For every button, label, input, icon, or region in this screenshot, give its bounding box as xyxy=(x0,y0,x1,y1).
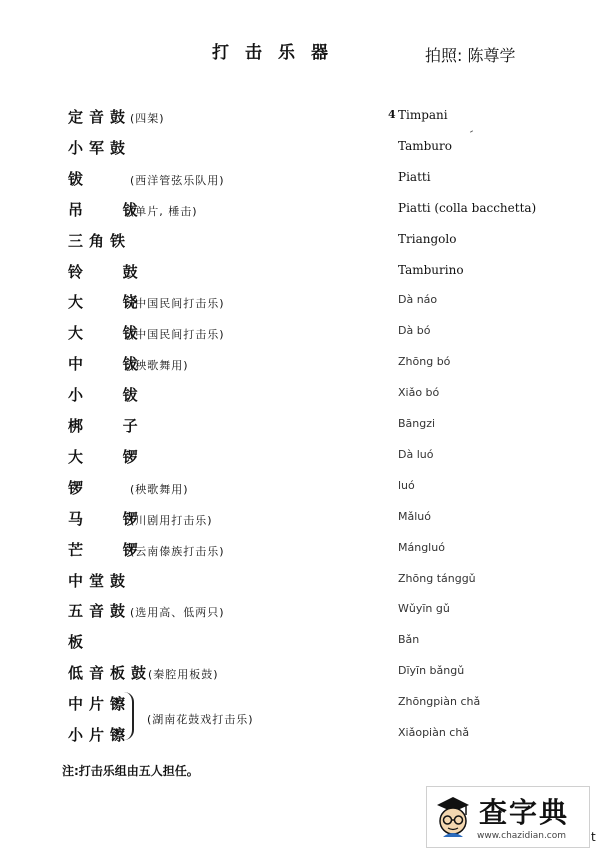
instrument-chinese-name: 大 锣 xyxy=(68,447,144,466)
instrument-romanized-name: Bāngzi xyxy=(398,417,436,430)
instrument-note: (秧歌舞用) xyxy=(130,482,189,496)
instrument-romanized-name: Mángluó xyxy=(398,540,445,554)
instrument-note: (中国民间打击乐) xyxy=(130,328,225,342)
instrument-chinese-name: 小片镲 xyxy=(68,726,132,744)
instrument-note: (秧歌舞用) xyxy=(130,359,189,373)
instrument-row xyxy=(0,693,601,719)
instrument-romanized-name: Zhōng tánggǔ xyxy=(398,571,476,585)
instrument-chinese-name: 梆 子 xyxy=(68,417,144,435)
instrument-romanized-name: Dīyīn bǎngǔ xyxy=(398,664,465,678)
instrument-row xyxy=(0,446,601,472)
watermark-logo xyxy=(426,786,590,848)
instrument-romanized-name: Triangolo xyxy=(398,231,457,246)
instrument-row xyxy=(0,199,601,225)
instrument-note: (中国民间打击乐) xyxy=(130,297,225,311)
instrument-chinese-name: 中堂鼓 xyxy=(68,571,132,590)
instrument-row xyxy=(0,600,601,626)
curly-bracket xyxy=(122,692,134,740)
instrument-chinese-name: 中片镲 xyxy=(68,695,132,714)
mascot-face-icon xyxy=(433,793,473,839)
instrument-romanized-name: Dà luó xyxy=(398,447,434,461)
instrument-romanized-name: Tamburo xyxy=(398,138,452,153)
instrument-row xyxy=(0,261,601,287)
instrument-chinese-name: 大 铙 xyxy=(68,293,144,312)
instrument-count: 4 xyxy=(388,108,396,121)
instrument-row xyxy=(0,168,601,194)
instrument-row xyxy=(0,631,601,657)
instrument-chinese-name: 板 xyxy=(68,633,90,652)
instrument-chinese-name: 定音鼓 xyxy=(68,108,132,126)
instrument-chinese-name: 大 钹 xyxy=(68,324,144,343)
instrument-note: (西洋管弦乐队用) xyxy=(130,173,225,187)
instrument-romanized-name: Dà náo xyxy=(398,293,438,307)
instrument-row xyxy=(0,106,601,132)
instrument-romanized-name: Xiǎo bó xyxy=(398,386,440,400)
instrument-row xyxy=(0,384,601,410)
instrument-row xyxy=(0,539,601,565)
instrument-chinese-name: 低音板鼓 xyxy=(68,664,153,683)
instrument-row xyxy=(0,477,601,503)
instrument-row xyxy=(0,508,601,534)
instrument-row xyxy=(0,322,601,348)
instrument-row xyxy=(0,230,601,256)
instrument-romanized-name: Dà bó xyxy=(398,324,431,338)
instrument-chinese-name: 小 钹 xyxy=(68,386,144,405)
instrument-chinese-name: 小军鼓 xyxy=(68,138,132,157)
instrument-row xyxy=(0,137,601,163)
instrument-romanized-name: Xiǎopiàn chǎ xyxy=(398,726,470,739)
instrument-note: (秦腔用板鼓) xyxy=(148,668,219,682)
instrument-chinese-name: 三角铁 xyxy=(68,231,132,250)
instrument-row xyxy=(0,662,601,688)
instrument-note: (川剧用打击乐) xyxy=(130,513,213,527)
instrument-row xyxy=(0,570,601,596)
instrument-romanized-name: luó xyxy=(398,478,415,492)
instrument-chinese-name: 马 锣 xyxy=(68,509,144,528)
instrument-romanized-name: Zhōngpiàn chǎ xyxy=(398,695,481,709)
instrument-chinese-name: 铃 鼓 xyxy=(68,262,144,281)
bracket-note: (湖南花鼓戏打击乐) xyxy=(147,713,254,726)
instrument-romanized-name: Piatti (colla bacchetta) xyxy=(398,200,537,215)
page-title: 打击乐器 xyxy=(212,43,344,63)
instrument-romanized-name: Mǎluó xyxy=(398,509,431,523)
instrument-note: (四架) xyxy=(130,112,165,125)
instrument-romanized-name: Piatti xyxy=(398,169,431,184)
instrument-row xyxy=(0,291,601,317)
instrument-row xyxy=(0,415,601,441)
instrument-note: (选用高、低两只) xyxy=(130,606,225,620)
instrument-chinese-name: 吊 钹 xyxy=(68,200,144,219)
instrument-chinese-name: 五音鼓 xyxy=(68,602,132,621)
instrument-chinese-name: 中 钹 xyxy=(68,355,144,374)
instrument-row xyxy=(0,724,601,750)
instrument-chinese-name: 钹 xyxy=(68,169,90,188)
instrument-romanized-name: Tamburino xyxy=(398,262,464,277)
watermark-url: www.chazidian.com xyxy=(477,831,567,841)
instrument-romanized-name: Bǎn xyxy=(398,633,420,647)
edge-character: t xyxy=(591,830,596,844)
footnote: 注:打击乐组由五人担任。 xyxy=(62,764,199,778)
instrument-note: (单片, 棰击) xyxy=(130,204,198,218)
instrument-chinese-name: 锣 xyxy=(68,478,90,497)
photo-credit: 拍照: 陈尊学 xyxy=(425,46,516,65)
instrument-row xyxy=(0,353,601,379)
instrument-note: (云南傣族打击乐) xyxy=(130,544,225,558)
instrument-romanized-name: Wǔyīn gǔ xyxy=(398,602,450,616)
instrument-chinese-name: 芒 锣 xyxy=(68,540,144,559)
instrument-romanized-name: Timpani xyxy=(398,108,448,122)
watermark-title: 查字典 xyxy=(479,796,570,829)
instrument-romanized-name: Zhōng bó xyxy=(398,355,451,369)
